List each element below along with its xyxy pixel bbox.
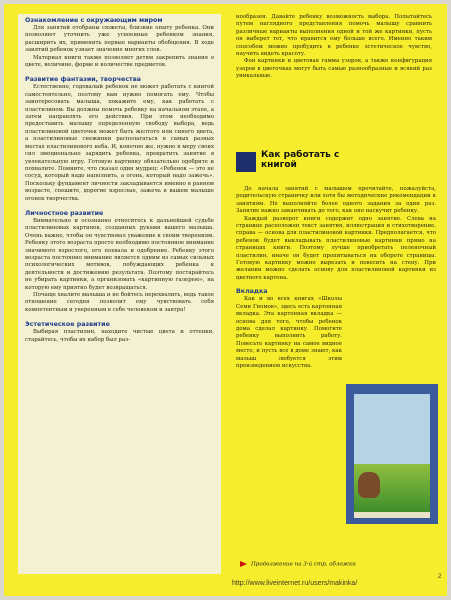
section-title-creativity: Развитие фантазии, творчества [25,76,141,84]
section-title-insert: Вкладка [236,288,268,296]
right-column [234,14,434,81]
left-column [18,14,221,574]
paragraph: Фон картинки и цветовая гамма узоров, а также конфигурация узоров в цветочках могут быть самые разнообразные и всякий раз уникальные. [236,58,432,80]
section-title-aesthetics: Эстетическое развитие [25,321,110,329]
right-column-lower [236,186,436,370]
page [4,4,447,596]
how-to-use-title: Как работать с книгой [261,150,340,170]
paragraph: Материал книги также позволяет детям закрепить знания о цвете, величине, форме и количестве предметов. [25,54,214,69]
section-title-environment: Ознакомление с окружающим миром [25,17,163,24]
how-to-use-header [236,150,356,178]
continuation-note: Продолжение на 3-й стр. обложки [240,561,356,568]
paragraph: Каждый разворот книги содержит одно занятие. Слева на странице расположен текст занятия, иллюстрация и стихотворение, справа — основа для пластилиновой картинки. Предполагается, что ребенок будет выкладывать пластилиновые картинки прямо на страницах книги. Поэтому лучше приобретать пеленочный пластилин, иначе он будет пропитываться на обороте страницы. Готовую картинку можно вырезать и повесить на стену. При желании можно сделать основу для пластилиновой картинки из цветного картона. [236,215,436,281]
blue-square-icon [236,152,256,172]
paragraph: нообразен. Давайте ребенку возможность выбора. Попытайтесь путем наглядного представления помочь малышу сравнить различные варианты выполнения одной и той же картинки, пусть он выберет тот, что нравится ему больше всего. Именно таким способом можно пробудить в ребенке эстетическое чувство, научить видеть красоту. [236,14,432,58]
paragraph: До начала занятий с малышом прочитайте, пожалуйста, родительскую страничку или хотя бы методические рекомендации к занятиям. Не выполняйте более одного задания за один раз. Занятие важно заканчивать до того, как оно наскучит ребенку. [236,186,436,215]
paragraph: Как и во всех книгах «Школы Семи Гномов», здесь есть картонная вкладка. Эта картонная вкладка — основа для того, чтобы ребенок дома сделал картинку. Помогите ребенку выполнить работу. Повесьте картинку на самое видное место, и пусть все в доме знают, как малыш любуется этим произведением искусства. [236,296,342,369]
paragraph: Выбирая пластилин, находите чистые цвета и оттенки, старайтесь, чтобы их набор был раз- [25,329,214,343]
paragraph: Почаще хвалите малыша и не бойтесь перехвалить, ведь такое отношение сегодня позволит ему чувствовать себя компетентным и уверенным в себе человеком и завтра! [25,292,214,313]
paragraph: Внимательно и осознанно относитесь к дальнейшей судьбе пластилиновых картинок, созданных руками вашего малыша. Очень важно, чтобы он чувствовал уважение к своим творениям. Ребенку этого возраста просто необходимо постоянное внимание значимого взрослого, его похвала и одобрение. Ребенку этого возраста постоянно внимание является одним из самых сильных психологических мотивов, побуждающих ребенка к деятельности и достижению результата. Поэтому постарайтесь не убирать картинки, а организовать «картинную галерею», на которую ему приятно будет возвращаться. [25,217,214,291]
section-title-personality: Личностное развитие [25,209,104,217]
illustration-scene [354,394,430,512]
paragraph: Естественно, годовалый ребенок не может работать с книгой самостоятельно, поэтому вам нужно помогать ему. Чтобы заинтересовать малыша, покажите ему, как работать с пластилином. Вы должны помочь ребенку на начальном этапе, а затем направлять его действия. При этом необходимо предоставить малышу определенную свободу выбора, ведь пластилиновой цветочек может быть желтого или синего цвета, а пластилиновые снежинки располагаться в самых разных местах пластилинового неба. И, конечно же, нужно в меру своих сил эмоционально зарядить ребенка, превратить занятие в увлекательную игру. Готовую картинку обязательно одобрите и похвалите. Помните, что сказал один мудрец: «Ребенок — это не сосуд, который надо наполнить, а огонь, который надо зажечь». Поскольку фундамент личности закладывается именно в раннем возрасте, спешите, дорогие взрослые, зажечь в вашем малыше огонек творчества. [25,84,214,202]
arrow-icon [240,561,247,567]
page-number: 2 [438,574,442,580]
paragraph: Для занятий отобраны сюжеты, близкие опыту ребенка. Они позволяют уточнить уже усвоенные ребенком знания, расширить их, применить первые варианты обобщения. В ходе занятий ребенок узнает значение многих слов. [25,25,214,54]
source-url[interactable]: http://www.liveinternet.ru/users/makinka/ [232,580,358,587]
bear-figure [358,472,380,498]
illustration-strip [354,512,430,518]
insert-illustration [346,384,438,524]
